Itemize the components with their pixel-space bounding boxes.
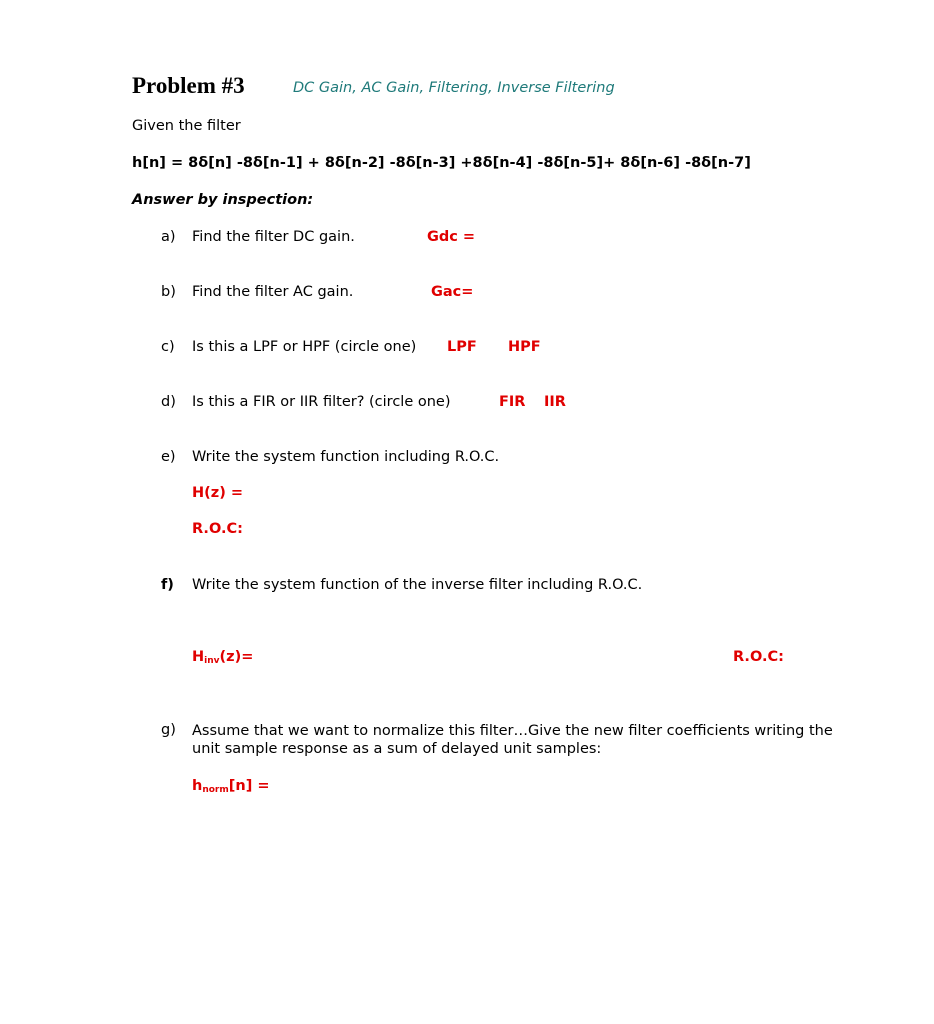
- hnorm-main: h: [192, 778, 203, 794]
- question-a-answer: Gdc =: [427, 229, 476, 245]
- question-c-text: Is this a LPF or HPF (circle one): [192, 339, 417, 355]
- hinv-main: H: [192, 649, 205, 665]
- question-b-label: b): [161, 284, 176, 300]
- question-a-label: a): [161, 229, 176, 245]
- page-subtitle: DC Gain, AC Gain, Filtering, Inverse Filtering: [293, 80, 615, 96]
- page-title: Problem #3: [132, 73, 245, 98]
- hz-answer: H(z) =: [192, 485, 244, 501]
- roc-answer-e: R.O.C:: [192, 521, 243, 537]
- intro-text: Given the filter: [132, 118, 241, 134]
- instruction-text: Answer by inspection:: [132, 192, 314, 208]
- question-e-text: Write the system function including R.O.C.: [192, 449, 500, 465]
- hinv-sub: inv: [204, 656, 220, 666]
- hnorm-sub: norm: [202, 785, 229, 795]
- question-a-text: Find the filter DC gain.: [192, 229, 355, 245]
- option-fir[interactable]: FIR: [499, 394, 526, 410]
- question-d-label: d): [161, 394, 176, 410]
- hnorm-answer: [192, 778, 270, 795]
- question-d-text: Is this a FIR or IIR filter? (circle one): [192, 394, 451, 410]
- question-b-text: Find the filter AC gain.: [192, 284, 354, 300]
- question-c-label: c): [161, 339, 175, 355]
- question-g-text: Assume that we want to normalize this filter…Give the new filter coefficients writing the unit sample response as a sum of delayed unit samples:: [192, 723, 833, 757]
- roc-answer-f: R.O.C:: [733, 649, 784, 665]
- option-lpf[interactable]: LPF: [447, 339, 477, 355]
- question-g-label: g): [161, 722, 176, 738]
- question-f-label: f): [161, 577, 174, 593]
- question-b-answer: Gac=: [431, 284, 474, 300]
- option-hpf[interactable]: HPF: [508, 339, 541, 355]
- filter-equation: h[n] = 8δ[n] -8δ[n-1] + 8δ[n-2] -8δ[n-3] +8δ[n-4] -8δ[n-5]+ 8δ[n-6] -8δ[n-7]: [132, 155, 751, 171]
- question-f-text: Write the system function of the inverse filter including R.O.C.: [192, 577, 643, 593]
- question-e-label: e): [161, 449, 176, 465]
- option-iir[interactable]: IIR: [544, 394, 566, 410]
- hinv-tail: (z)=: [219, 649, 254, 665]
- hnorm-tail: [n] =: [228, 778, 270, 794]
- hinv-answer: [192, 649, 253, 666]
